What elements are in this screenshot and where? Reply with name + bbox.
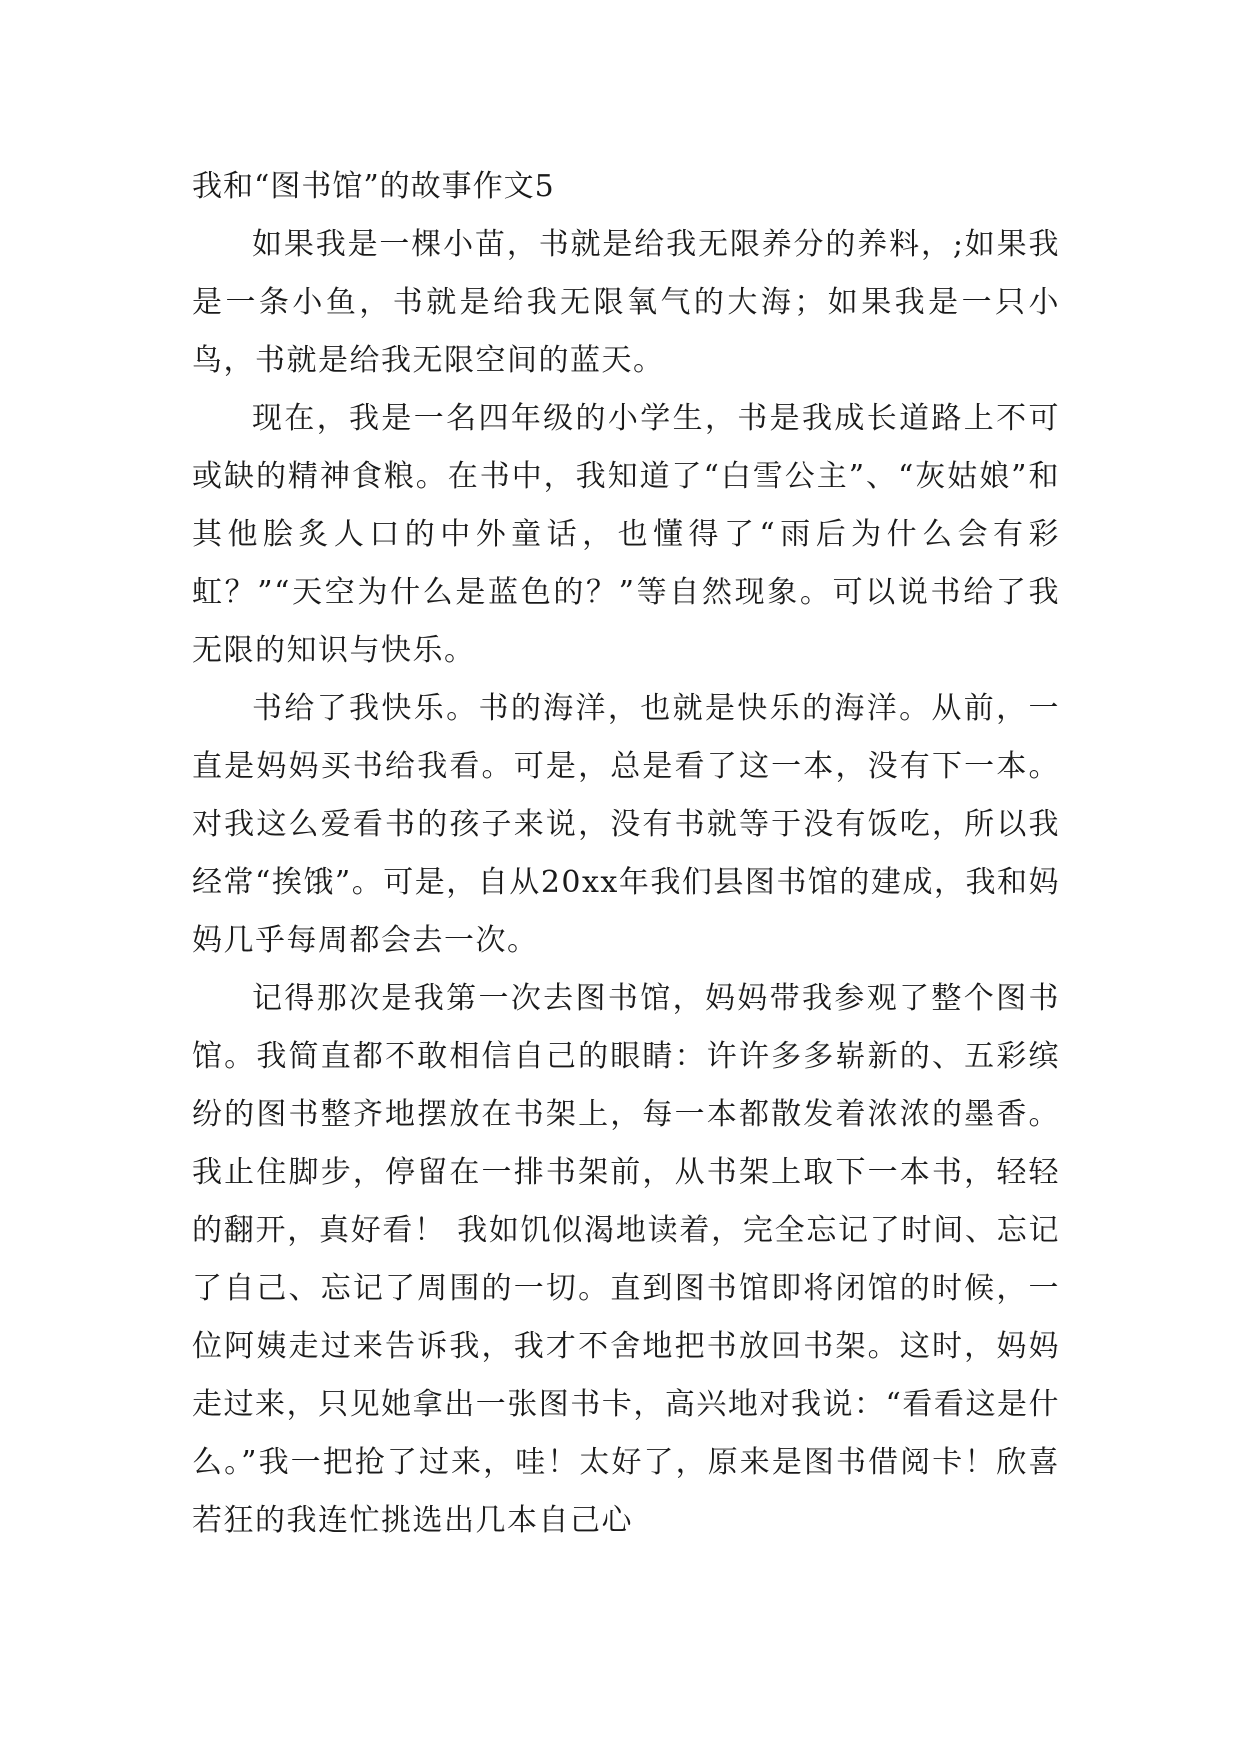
- paragraph-4: 记得那次是我第一次去图书馆，妈妈带我参观了整个图书馆。我简直都不敢相信自己的眼睛：许许多多崭新的、五彩缤纷的图书整齐地摆放在书架上，每一本都散发着浓浓的墨香。我止住脚步，停留在一排书架前，从书架上取下一本书，轻轻的翻开，真好看！ 我如饥似渴地读着，完全忘记了时间、忘记了自己、忘记了周围的一切。直到图书馆即将闭馆的时候，一位阿姨走过来告诉我，我才不舍地把书放回书架。这时，妈妈走过来，只见她拿出一张图书卡，高兴地对我说：“看看这是什么。”我一把抢了过来，哇！太好了，原来是图书借阅卡！欣喜若狂的我连忙挑选出几本自己心: [192, 981, 1060, 1538]
- paragraph-2: 现在，我是一名四年级的小学生，书是我成长道路上不可或缺的精神食粮。在书中，我知道了“白雪公主”、“灰姑娘”和其他脍炙人口的中外童话，也懂得了“雨后为什么会有彩虹？”“天空为什么是蓝色的？”等自然现象。可以说书给了我无限的知识与快乐。: [192, 401, 1060, 668]
- paragraph-1: 如果我是一棵小苗，书就是给我无限养分的养料，;如果我是一条小鱼，书就是给我无限氧气的大海；如果我是一只小鸟，书就是给我无限空间的蓝天。: [192, 227, 1060, 378]
- document-body: [192, 158, 1060, 1550]
- paragraph-3: 书给了我快乐。书的海洋，也就是快乐的海洋。从前，一直是妈妈买书给我看。可是，总是看了这一本，没有下一本。对我这么爱看书的孩子来说，没有书就等于没有饭吃，所以我经常“挨饿”。可是，自从20xx年我们县图书馆的建成，我和妈妈几乎每周都会去一次。: [192, 691, 1060, 958]
- document-title: 我和“图书馆”的故事作文5: [192, 169, 555, 204]
